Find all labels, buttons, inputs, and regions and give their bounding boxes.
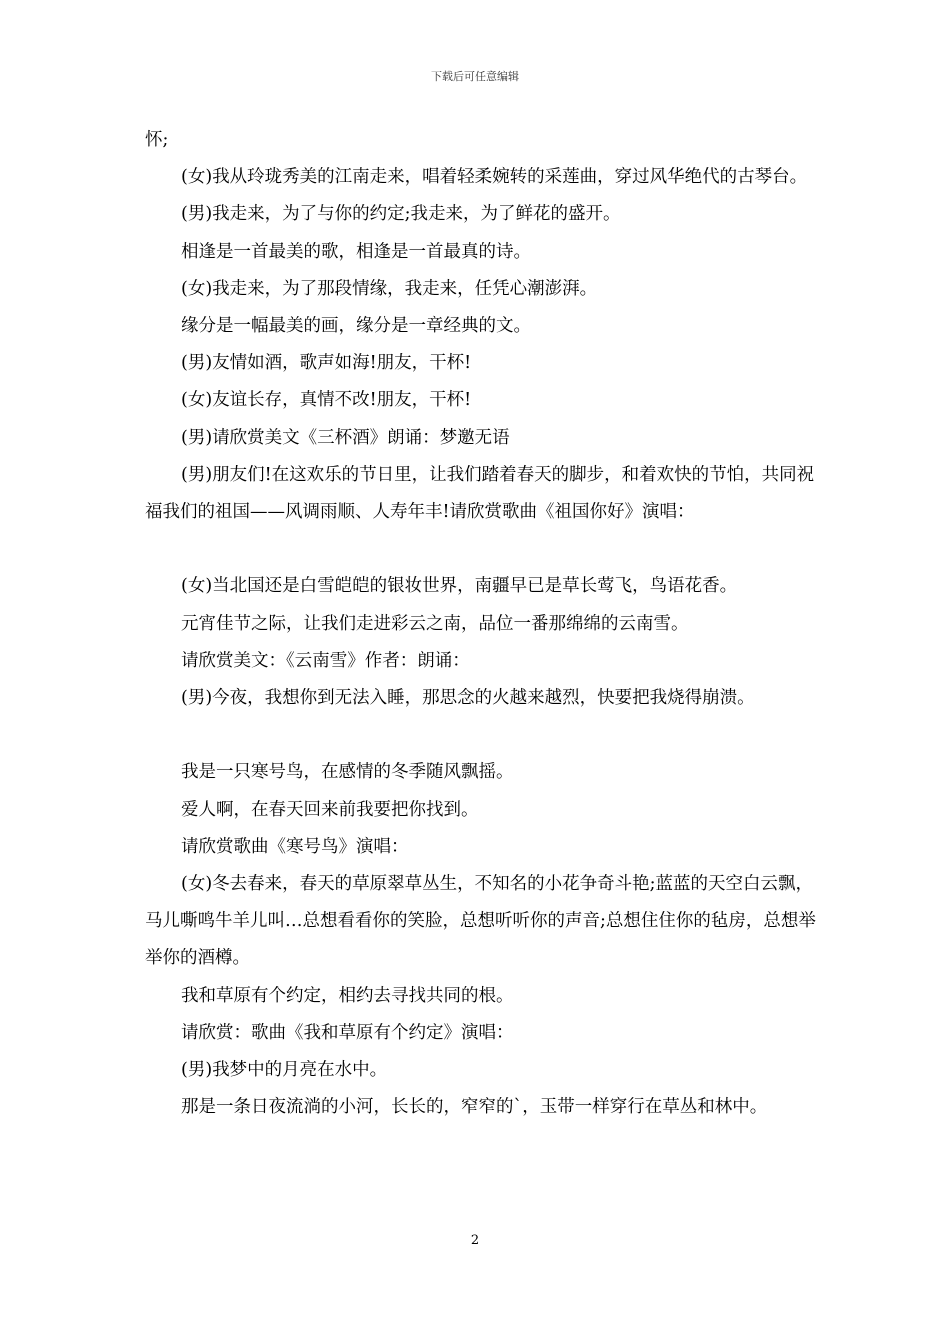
paragraph: 怀; [145,130,169,150]
paragraph: (女)我从玲珑秀美的江南走来，唱着轻柔婉转的采莲曲，穿过风华绝代的古琴台。 [181,167,808,188]
blank-line [145,531,820,568]
paragraph: 我是一只寒号鸟，在感情的冬季随风飘摇。 [181,762,514,783]
paragraph: (男)我梦中的月亮在水中。 [181,1060,388,1081]
paragraph: 元宵佳节之际，让我们走进彩云之南，品位一番那绵绵的云南雪。 [181,613,689,634]
paragraph: 那是一条日夜流淌的小河，长长的，窄窄的`，玉带一样穿行在草丛和林中。 [181,1097,768,1118]
paragraph: (女)友谊长存，真情不改!朋友，干杯! [181,390,472,411]
paragraph: 我和草原有个约定，相约去寻找共同的根。 [181,985,514,1006]
paragraph: 请欣赏歌曲《寒号鸟》演唱： [181,836,409,857]
blank-line [145,717,820,754]
paragraph: (男)我走来，为了与你的约定;我走来，为了鲜花的盛开。 [181,204,621,225]
paragraph: (男)友情如酒，歌声如海!朋友，干杯! [181,353,472,374]
paragraph: (女)当北国还是白雪皑皑的银妆世界，南疆早已是草长莺飞，鸟语花香。 [181,576,738,597]
paragraph: (男)请欣赏美文《三杯酒》朗诵：梦邀无语 [181,427,510,448]
page-header: 下载后可任意编辑 [431,70,519,83]
paragraph: 相逢是一首最美的歌，相逢是一首最真的诗。 [181,241,531,262]
paragraph: 请欣赏：歌曲《我和草原有个约定》演唱： [181,1022,514,1043]
paragraph: 爱人啊，在春天回来前我要把你找到。 [181,799,479,820]
paragraph: (男)朋友们!在这欢乐的节日里，让我们踏着春天的脚步，和着欢快的节怕，共同祝福我们的祖国——风调雨顺、人寿年丰!请欣赏歌曲《祖国你好》演唱： [145,464,815,523]
paragraph: (男)今夜，我想你到无法入睡，那思念的火越来越烈，快要把我烧得崩溃。 [181,688,755,709]
paragraph: (女)我走来，为了那段情缘，我走来，任凭心潮澎湃。 [181,278,598,299]
paragraph: (女)冬去春来，春天的草原翠草丛生，不知名的小花争奇斗艳;蓝蓝的天空白云飘，马儿嘶鸣牛羊儿叫…总想看看你的笑脸，总想听听你的声音;总想住住你的毡房，总想举举你的酒樽。 [145,874,816,969]
paragraph: 缘分是一幅最美的画，缘分是一章经典的文。 [181,316,531,337]
page-number: 2 [470,1233,480,1248]
paragraph: 请欣赏美文：《云南雪》作者：朗诵： [181,650,470,671]
document-body [145,122,820,1126]
